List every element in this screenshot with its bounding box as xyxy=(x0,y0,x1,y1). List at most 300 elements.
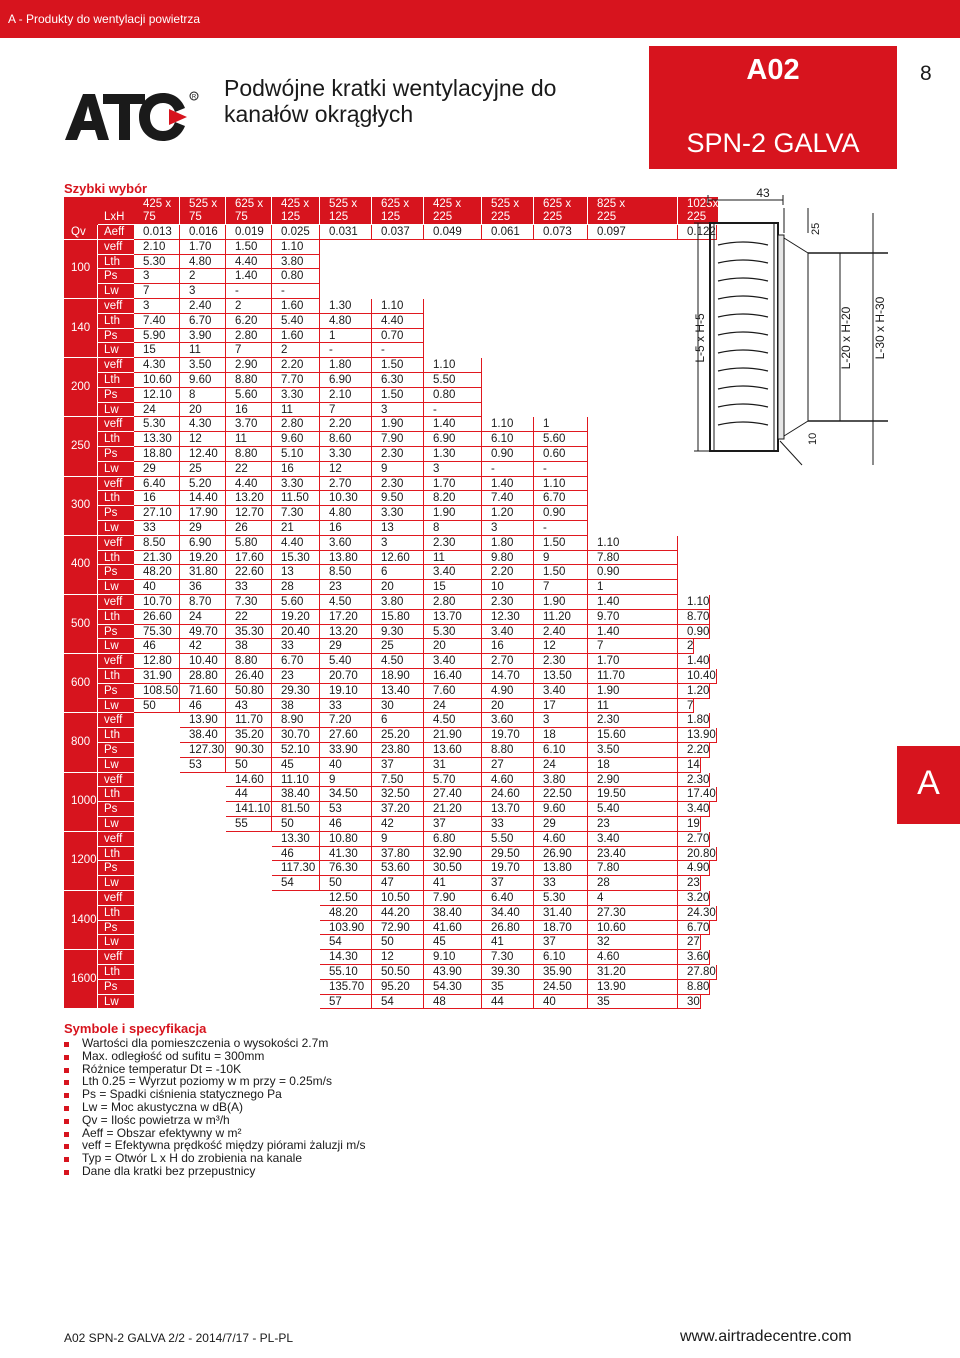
row-parameter-label: Lw xyxy=(98,699,134,714)
row-parameter-label: Lw xyxy=(98,521,134,536)
table-cell: 50 xyxy=(272,817,320,832)
qv-value: 200 xyxy=(64,358,98,417)
column-header-width: 525 x xyxy=(491,198,520,210)
table-cell: 20.40 xyxy=(272,625,320,640)
table-cell: 26.40 xyxy=(226,669,272,684)
table-cell: 46 xyxy=(272,847,320,862)
table-cell: 37 xyxy=(482,876,534,891)
table-cell: 8 xyxy=(424,521,482,536)
table-cell: 7.60 xyxy=(424,684,482,699)
table-cell: 13.70 xyxy=(482,802,534,817)
table-cell: 38.40 xyxy=(272,787,320,802)
table-cell: 10.70 xyxy=(134,595,180,610)
table-cell: - xyxy=(272,284,320,299)
table-cell: 4.50 xyxy=(320,595,372,610)
table-cell: 24 xyxy=(134,403,180,418)
table-cell: 11.70 xyxy=(588,669,678,684)
table-cell: 2 xyxy=(678,639,694,654)
table-cell: 2.90 xyxy=(588,773,678,788)
table-cell: 14.60 xyxy=(226,773,272,788)
column-header-width: 625 x xyxy=(235,198,264,210)
row-parameter-label: Lth xyxy=(98,965,134,980)
table-cell: 8.90 xyxy=(272,713,320,728)
table-cell: 0.90 xyxy=(534,506,588,521)
table-cell: 4.50 xyxy=(372,654,424,669)
row-parameter-label: Lw xyxy=(98,995,134,1010)
table-cell: 95.20 xyxy=(372,980,424,995)
table-cell: 29 xyxy=(534,817,588,832)
table-cell: 34.40 xyxy=(482,906,534,921)
table-cell: 15.30 xyxy=(272,551,320,566)
table-cell: 43 xyxy=(226,699,272,714)
table-cell: 33 xyxy=(482,817,534,832)
table-cell: 1.40 xyxy=(226,269,272,284)
table-cell: 5.50 xyxy=(424,373,482,388)
table-cell: 1 xyxy=(588,580,678,595)
table-cell: 27 xyxy=(678,935,701,950)
table-cell: 9.70 xyxy=(588,610,678,625)
table-cell: 5.60 xyxy=(272,595,320,610)
table-cell: 8 xyxy=(180,388,226,403)
table-cell: 21 xyxy=(272,521,320,536)
row-parameter-label: veff xyxy=(98,240,134,255)
table-cell: 50 xyxy=(226,758,272,773)
aeff-label: Aeff xyxy=(98,225,134,240)
table-cell: 31.80 xyxy=(180,565,226,580)
table-cell: 1.50 xyxy=(226,240,272,255)
table-cell: 5.40 xyxy=(320,654,372,669)
table-cell: 37 xyxy=(424,817,482,832)
table-cell: 13.90 xyxy=(678,728,717,743)
column-header-width: 825 x xyxy=(597,198,626,210)
table-cell: 5.70 xyxy=(424,773,482,788)
column-header xyxy=(272,197,320,225)
table-cell: 33 xyxy=(134,521,180,536)
table-cell: 37.80 xyxy=(372,847,424,862)
table-cell: 37 xyxy=(372,758,424,773)
table-cell: 13 xyxy=(372,521,424,536)
qv-value: 140 xyxy=(64,299,98,358)
row-parameter-label: Lw xyxy=(98,758,134,773)
table-cell: 2.30 xyxy=(534,654,588,669)
table-cell: 1.50 xyxy=(534,565,588,580)
table-cell: 7 xyxy=(588,639,678,654)
table-cell: 7 xyxy=(534,580,588,595)
table-cell: 10.30 xyxy=(320,491,372,506)
table-cell: 11 xyxy=(424,551,482,566)
table-cell: 6.90 xyxy=(320,373,372,388)
table-cell: 38 xyxy=(272,699,320,714)
table-cell: 23.40 xyxy=(588,847,678,862)
row-parameter-label: veff xyxy=(98,595,134,610)
table-cell: 45 xyxy=(424,935,482,950)
dim-10: 10 xyxy=(807,432,819,445)
table-cell: 3.60 xyxy=(678,950,710,965)
column-header-width: 425 x xyxy=(281,198,310,210)
table-cell: 1.10 xyxy=(678,595,710,610)
table-cell: 5.30 xyxy=(134,255,180,270)
column-header-height: 225 xyxy=(597,211,617,223)
table-cell: 71.60 xyxy=(180,684,226,699)
row-parameter-label: Lw xyxy=(98,639,134,654)
table-cell: 1.40 xyxy=(588,595,678,610)
table-cell: 3 xyxy=(372,403,424,418)
table-cell: 11 xyxy=(272,403,320,418)
column-header-width: 1025x xyxy=(687,198,719,210)
row-parameter-label: Lth xyxy=(98,610,134,625)
table-cell: 9 xyxy=(320,773,372,788)
row-parameter-label: Lth xyxy=(98,314,134,329)
table-cell: 27 xyxy=(482,758,534,773)
legend-item-text: Typ = Otwór L x H do zrobienia na kanale xyxy=(82,1151,303,1166)
table-cell: 4.40 xyxy=(226,255,272,270)
table-cell: 0.90 xyxy=(588,565,678,580)
table-cell: 6.70 xyxy=(678,921,710,936)
table-cell: 2 xyxy=(272,343,320,358)
table-cell: 6.90 xyxy=(424,432,482,447)
table-cell: 3.40 xyxy=(424,565,482,580)
table-cell: 28 xyxy=(272,580,320,595)
table-cell: 1.60 xyxy=(272,299,320,314)
bullet-icon xyxy=(64,1106,69,1111)
table-cell: 8.80 xyxy=(226,373,272,388)
table-cell: 18 xyxy=(534,728,588,743)
table-cell: 28 xyxy=(588,876,678,891)
table-cell: 28.80 xyxy=(180,669,226,684)
table-cell: 6.10 xyxy=(534,743,588,758)
table-cell: 0.60 xyxy=(534,447,588,462)
table-cell: 3.80 xyxy=(272,255,320,270)
table-cell: 29 xyxy=(180,521,226,536)
table-cell: 6 xyxy=(372,565,424,580)
row-parameter-label: Ps xyxy=(98,388,134,403)
table-cell: 1.30 xyxy=(424,447,482,462)
table-cell: 17.60 xyxy=(226,551,272,566)
row-parameter-label: Lth xyxy=(98,432,134,447)
table-cell: 35 xyxy=(482,980,534,995)
row-parameter-label: Lth xyxy=(98,847,134,862)
table-cell: 31.90 xyxy=(134,669,180,684)
table-cell: 4.60 xyxy=(588,950,678,965)
row-parameter-label: Ps xyxy=(98,684,134,699)
column-header-height: 225 xyxy=(491,211,511,223)
table-cell: 6.10 xyxy=(534,950,588,965)
column-header-height: 225 xyxy=(433,211,453,223)
table-cell: 6.80 xyxy=(424,832,482,847)
row-parameter-label: Ps xyxy=(98,269,134,284)
row-parameter-label: Lw xyxy=(98,462,134,477)
row-parameter-label: Lth xyxy=(98,728,134,743)
table-cell: - xyxy=(534,462,588,477)
table-cell: 12.50 xyxy=(320,891,372,906)
table-cell: 21.20 xyxy=(424,802,482,817)
row-parameter-label: Ps xyxy=(98,743,134,758)
table-cell: 5.60 xyxy=(534,432,588,447)
table-cell: 20 xyxy=(180,403,226,418)
qv-value: 500 xyxy=(64,595,98,654)
table-cell: 11.70 xyxy=(226,713,272,728)
table-cell: 7.90 xyxy=(372,432,424,447)
section-tab xyxy=(897,746,960,824)
table-cell: 14 xyxy=(678,758,701,773)
column-header xyxy=(588,197,678,225)
table-cell: 135.70 xyxy=(320,980,372,995)
legend-item-text: Aeff = Obszar efektywny w m² xyxy=(82,1125,242,1140)
table-cell: 29.30 xyxy=(272,684,320,699)
table-cell: 52.10 xyxy=(272,743,320,758)
table-cell: 4.50 xyxy=(424,713,482,728)
table-cell: 8.50 xyxy=(320,565,372,580)
label-l5-h5: L-5 x H-5 xyxy=(693,313,707,363)
table-cell: 17 xyxy=(534,699,588,714)
table-cell: 41 xyxy=(482,935,534,950)
table-cell: 40 xyxy=(134,580,180,595)
table-cell: 1 xyxy=(534,417,588,432)
product-name: SPN-2 GALVA xyxy=(686,128,860,158)
column-header xyxy=(534,197,588,225)
table-cell: 24.60 xyxy=(482,787,534,802)
qv-value: 1400 xyxy=(64,891,98,950)
table-cell: 27.40 xyxy=(424,787,482,802)
table-cell: 4 xyxy=(588,891,678,906)
table-cell: 15.80 xyxy=(372,610,424,625)
table-cell: 3.80 xyxy=(534,773,588,788)
table-cell: 18.80 xyxy=(134,447,180,462)
table-cell: 9.60 xyxy=(272,432,320,447)
table-cell: 8.70 xyxy=(180,595,226,610)
table-cell: 33 xyxy=(226,580,272,595)
table-cell: 1.50 xyxy=(372,388,424,403)
row-parameter-label: Ps xyxy=(98,506,134,521)
aeff-value: 0.073 xyxy=(534,225,588,240)
table-cell: 57 xyxy=(320,995,372,1010)
table-cell: 36 xyxy=(180,580,226,595)
row-parameter-label: Lth xyxy=(98,551,134,566)
table-cell: 17.90 xyxy=(180,506,226,521)
table-cell: 1.80 xyxy=(320,358,372,373)
aeff-value: 0.037 xyxy=(372,225,424,240)
label-l30-h30: L-30 x H-30 xyxy=(873,296,887,360)
table-cell: 1.40 xyxy=(482,477,534,492)
bullet-icon xyxy=(64,1080,69,1085)
table-cell: 0.90 xyxy=(678,625,710,640)
table-cell: 4.60 xyxy=(534,832,588,847)
table-cell: 7.30 xyxy=(226,595,272,610)
dim-43: 43 xyxy=(756,186,770,200)
table-cell: - xyxy=(534,521,588,536)
bullet-icon xyxy=(64,1068,69,1073)
column-header xyxy=(226,197,272,225)
table-cell: 9 xyxy=(534,551,588,566)
table-cell: 8.80 xyxy=(226,447,272,462)
table-cell: 3 xyxy=(134,299,180,314)
table-cell: 37.20 xyxy=(372,802,424,817)
table-cell: 44 xyxy=(482,995,534,1010)
table-cell: - xyxy=(372,343,424,358)
qv-value: 600 xyxy=(64,654,98,713)
table-cell: 19.50 xyxy=(588,787,678,802)
table-cell: 10.50 xyxy=(372,891,424,906)
product-code: A02 xyxy=(746,54,800,86)
table-cell: 3.40 xyxy=(424,654,482,669)
table-cell: 13.90 xyxy=(180,713,226,728)
table-cell: 8.50 xyxy=(134,536,180,551)
table-cell: 38 xyxy=(226,639,272,654)
table-cell: 1.80 xyxy=(678,713,710,728)
table-cell: 27.30 xyxy=(588,906,678,921)
table-cell: 25 xyxy=(372,639,424,654)
table-cell: 23 xyxy=(678,876,701,891)
footer-doc-code: A02 SPN-2 GALVA 2/2 - 2014/7/17 - PL-PL xyxy=(64,1331,294,1345)
aeff-value: 0.013 xyxy=(134,225,180,240)
table-cell: 3.80 xyxy=(372,595,424,610)
table-cell: 3.50 xyxy=(588,743,678,758)
table-cell: 54.30 xyxy=(424,980,482,995)
table-cell: 13.80 xyxy=(320,551,372,566)
table-cell: 12.80 xyxy=(134,654,180,669)
table-cell: 7.90 xyxy=(424,891,482,906)
footer-url[interactable]: www.airtradecentre.com xyxy=(680,1328,852,1345)
table-cell: 103.90 xyxy=(320,921,372,936)
table-cell: 8.80 xyxy=(678,980,710,995)
table-cell: 19.70 xyxy=(482,861,534,876)
table-cell: 17.40 xyxy=(678,787,717,802)
table-cell: 10.60 xyxy=(588,921,678,936)
table-cell: 81.50 xyxy=(272,802,320,817)
row-parameter-label: veff xyxy=(98,417,134,432)
table-cell: 7.30 xyxy=(272,506,320,521)
table-cell: 5.20 xyxy=(180,477,226,492)
table-cell: 29 xyxy=(320,639,372,654)
table-cell: 34.50 xyxy=(320,787,372,802)
table-cell: 2.80 xyxy=(226,329,272,344)
table-cell: 3.20 xyxy=(678,891,710,906)
table-cell: 14.70 xyxy=(482,669,534,684)
table-cell: 37 xyxy=(534,935,588,950)
row-parameter-label: Lth xyxy=(98,491,134,506)
column-header-width: 425 x xyxy=(433,198,462,210)
column-header-width: 625 x xyxy=(381,198,410,210)
svg-text:R: R xyxy=(191,94,197,101)
table-cell: 5.60 xyxy=(226,388,272,403)
table-cell: 5.50 xyxy=(482,832,534,847)
row-parameter-label: Ps xyxy=(98,447,134,462)
table-cell: 4.90 xyxy=(678,861,710,876)
row-parameter-label: Ps xyxy=(98,861,134,876)
table-cell: 12 xyxy=(372,950,424,965)
table-cell: 23.80 xyxy=(372,743,424,758)
table-cell: 141.10 xyxy=(226,802,272,817)
table-cell: 1.40 xyxy=(588,625,678,640)
table-cell: 48 xyxy=(424,995,482,1010)
table-cell: 7 xyxy=(678,699,694,714)
table-cell: 1.70 xyxy=(424,477,482,492)
table-cell: 54 xyxy=(272,876,320,891)
table-cell: 20 xyxy=(482,699,534,714)
row-parameter-label: veff xyxy=(98,299,134,314)
qv-value: 300 xyxy=(64,477,98,536)
table-cell: 18 xyxy=(588,758,678,773)
table-cell: 38.40 xyxy=(424,906,482,921)
table-cell: 3 xyxy=(534,713,588,728)
table-cell: 10.60 xyxy=(134,373,180,388)
table-cell: 16 xyxy=(134,491,180,506)
table-cell: 48.20 xyxy=(320,906,372,921)
column-header-height: 125 xyxy=(329,211,349,223)
table-cell: 4.40 xyxy=(272,536,320,551)
table-cell: 2.10 xyxy=(134,240,180,255)
table-cell: 55.10 xyxy=(320,965,372,980)
diagram-drawing xyxy=(694,195,888,465)
table-cell: 5.30 xyxy=(534,891,588,906)
table-cell: 19.10 xyxy=(320,684,372,699)
table-cell: 41.30 xyxy=(320,847,372,862)
table-cell: 46 xyxy=(320,817,372,832)
table-cell: 117.30 xyxy=(272,861,320,876)
column-header xyxy=(180,197,226,225)
table-cell: 19.20 xyxy=(180,551,226,566)
table-cell: 25 xyxy=(180,462,226,477)
table-cell: 42 xyxy=(180,639,226,654)
table-cell: 41 xyxy=(424,876,482,891)
qv-value: 1600 xyxy=(64,950,98,1009)
legend-item-text: veff = Efektywna prędkość między piórami żaluzji m/s xyxy=(82,1138,366,1153)
table-cell: 1.70 xyxy=(180,240,226,255)
table-cell: 2.70 xyxy=(678,832,710,847)
qv-value: 1200 xyxy=(64,832,98,891)
bullet-icon xyxy=(64,1157,69,1162)
table-cell: 0.80 xyxy=(424,388,482,403)
legend-item-text: Lth 0.25 = Wyrzut poziomy w m przy = 0.25m/s xyxy=(82,1074,332,1089)
row-parameter-label: Lth xyxy=(98,255,134,270)
table-cell: 3 xyxy=(424,462,482,477)
table-cell: 9 xyxy=(372,462,424,477)
table-cell: 12.40 xyxy=(180,447,226,462)
bullet-icon xyxy=(64,1119,69,1124)
table-cell: 19.70 xyxy=(482,728,534,743)
table-cell: 15 xyxy=(424,580,482,595)
qv-value: 400 xyxy=(64,536,98,595)
table-cell: 48.20 xyxy=(134,565,180,580)
row-parameter-label: veff xyxy=(98,832,134,847)
quick-select-title: Szybki wybór xyxy=(64,181,148,196)
label-l20-h20: L-20 x H-20 xyxy=(839,306,853,370)
table-cell: 20.80 xyxy=(678,847,717,862)
table-cell: 3.40 xyxy=(482,625,534,640)
table-cell: 32.90 xyxy=(424,847,482,862)
row-parameter-label: veff xyxy=(98,358,134,373)
bullet-icon xyxy=(64,1055,69,1060)
table-cell: 5.40 xyxy=(272,314,320,329)
table-cell: 46 xyxy=(134,639,180,654)
table-cell: 44 xyxy=(226,787,272,802)
table-cell: 50 xyxy=(372,935,424,950)
table-cell: 24 xyxy=(534,758,588,773)
table-cell: 9 xyxy=(372,832,424,847)
atc-logo xyxy=(63,88,203,148)
table-cell: 1.10 xyxy=(272,240,320,255)
column-header-width: 425 x xyxy=(143,198,172,210)
table-cell: 33.90 xyxy=(320,743,372,758)
table-cell: 1.50 xyxy=(372,358,424,373)
column-header xyxy=(482,197,534,225)
table-cell: 1.40 xyxy=(678,654,710,669)
table-cell: 2.80 xyxy=(272,417,320,432)
table-cell: 5.80 xyxy=(226,536,272,551)
table-cell: 43.90 xyxy=(424,965,482,980)
table-cell: 8.70 xyxy=(678,610,710,625)
column-header xyxy=(320,197,372,225)
